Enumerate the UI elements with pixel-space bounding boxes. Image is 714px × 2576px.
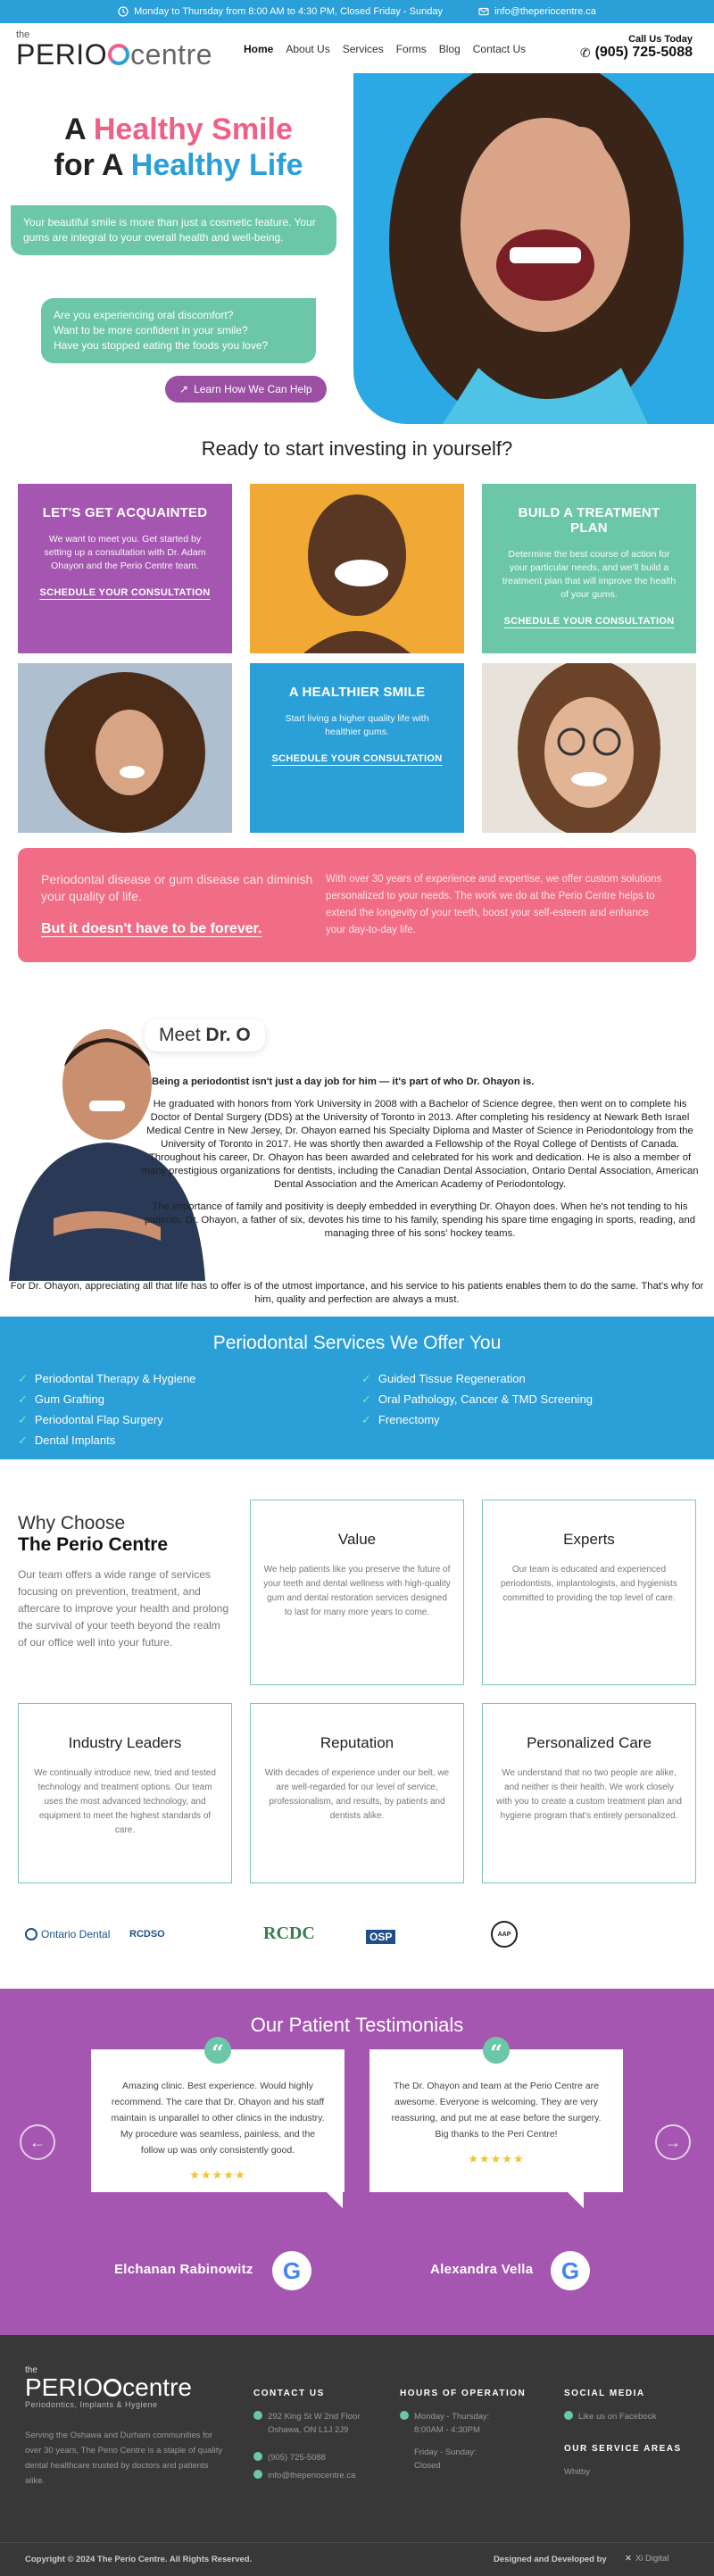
why-title-a: Why Choose: [18, 1513, 126, 1533]
logo-perio: PERIO: [16, 38, 108, 71]
why-box-desc: We understand that no two people are alike, and neither is their health. We work closely with you to create a custom treatment plan and hygiene program that's entirely personalized.: [496, 1768, 682, 1821]
footer-email-text: info@theperiocentre.ca: [268, 2471, 356, 2480]
nav-services[interactable]: Services: [342, 43, 384, 55]
designed-by-text: Designed and Developed by: [494, 2555, 607, 2564]
testimonial-text: Amazing clinic. Best experience. Would highly recommend. The care that Dr. Ohayon and his staff maintain is unparallel to other clinics in the industry. My procedure was seamless, painless, and the follow up was only consistently good.: [111, 2081, 325, 2156]
card-treatment-link[interactable]: SCHEDULE YOUR CONSULTATION: [503, 616, 675, 627]
curly-hair-woman-image: [18, 663, 232, 833]
hero-line2-a: for A: [54, 148, 131, 182]
card-acquainted: [18, 484, 232, 653]
footer-logo-perio: PERIO: [25, 2373, 104, 2401]
bio-paragraph-2: The importance of family and positivity is deeply embedded in everything Dr. Ohayon does. When he's not tending to his patients, Dr. Ohayon, a father of six, devotes his time to his family, spending his spare time engaging in sports, reading, and managing three of his sons' hockey teams.: [144, 1201, 696, 1239]
speech-tail: [327, 2192, 343, 2208]
testimonials-title: [0, 2014, 714, 2037]
footer-areas-heading: OUR SERVICE AREAS: [564, 2444, 682, 2454]
logo-wordmark: [16, 40, 212, 69]
dr-bio-closing: [9, 1280, 705, 1307]
bio-paragraph-3: For Dr. Ohayon, appreciating all that life has to offer is of the utmost importance, and his service to his patients enables them to do the same. That's why for him, quality and perfection are always a must.: [10, 1281, 704, 1305]
mail-icon: [478, 6, 489, 17]
google-icon: G: [551, 2251, 590, 2290]
banner-left-text: Periodontal disease or gum disease can diminish your quality of life.: [41, 872, 313, 903]
testimonial-card: [91, 2049, 345, 2192]
rcdc-logo: [263, 1924, 315, 1944]
service-item[interactable]: [18, 1409, 195, 1430]
location-icon: [253, 2411, 262, 2420]
footer-logo[interactable]: [25, 2365, 192, 2409]
learn-more-label: Learn How We Can Help: [194, 383, 312, 395]
footer-email[interactable]: [253, 2469, 355, 2482]
logo-centre: centre: [130, 38, 213, 71]
testimonial-name: Alexandra Vella: [430, 2262, 534, 2277]
card-acquainted-link[interactable]: SCHEDULE YOUR CONSULTATION: [39, 587, 211, 598]
arrow-right-icon: →: [665, 2132, 681, 2151]
hours-line2: 8:00AM - 4:30PM: [414, 2425, 480, 2435]
footer-logo-wordmark: [25, 2375, 192, 2400]
testimonial-card: [369, 2049, 623, 2192]
star-rating: ★★★★★: [468, 2152, 525, 2165]
copyright-text: Copyright © 2024 The Perio Centre. All Rights Reserved.: [25, 2555, 253, 2564]
photo-curly-woman: [18, 663, 232, 833]
meet-label-a: Meet: [159, 1025, 206, 1045]
why-box-reputation: [250, 1703, 464, 1883]
footer-contact-heading: CONTACT US: [253, 2389, 325, 2398]
external-link-icon: ↗: [179, 383, 189, 395]
phone-icon: [253, 2452, 262, 2461]
card-acquainted-desc: We want to meet you. Get started by setting up a consultation with Dr. Adam Ohayon and the Perio Centre team.: [44, 534, 206, 571]
card-healthier-link[interactable]: SCHEDULE YOUR CONSULTATION: [271, 753, 443, 764]
hours-info: [118, 6, 443, 17]
check-icon: ✓: [18, 1392, 28, 1406]
service-item[interactable]: [18, 1389, 195, 1409]
addr-line2: Oshawa, ON L1J 2J9: [268, 2425, 349, 2435]
logo-ring-icon: [108, 44, 129, 65]
meet-label-b: Dr. O: [205, 1025, 251, 1045]
xi-digital-icon: ✕: [625, 2554, 632, 2564]
banner-link[interactable]: But it doesn't have to be forever.: [41, 921, 262, 936]
banner-right-text: With over 30 years of experience and expertise, we offer custom solutions personalized to your needs. The work we do at the Perio Centre helps to extend the longevity of your teeth, boost your self-esteem and enhance your day-to-day life.: [326, 874, 662, 935]
why-box-title: Personalized Care: [527, 1734, 652, 1751]
aap-text: AAP: [497, 1931, 511, 1938]
why-box-value: [250, 1500, 464, 1685]
phone-number[interactable]: [580, 45, 693, 61]
footer-address: [253, 2410, 361, 2437]
footer-about: Serving the Oshawa and Durham communities for over 30 years, The Perio Centre is a staple of quality dental healthcare trusted by doctors and patients alike.: [25, 2431, 223, 2486]
footer-hours-heading: HOURS OF OPERATION: [400, 2389, 527, 2398]
call-label: Call Us Today: [628, 34, 693, 45]
phone-text[interactable]: (905) 725-5088: [594, 45, 693, 60]
why-box-title: Experts: [563, 1531, 615, 1548]
service-item[interactable]: [361, 1368, 593, 1389]
bubble2-line1: Are you experiencing oral discomfort?: [54, 309, 234, 321]
service-label: Frenectomy: [378, 1413, 440, 1426]
aap-logo: [491, 1921, 518, 1948]
why-box-title: Reputation: [320, 1734, 394, 1751]
rcdso-logo: [129, 1929, 165, 1940]
hours-text: Monday to Thursday from 8:00 AM to 4:30 PM, Closed Friday - Sunday: [134, 6, 443, 17]
quote-icon: “: [483, 2037, 510, 2064]
ontario-dental-text: Ontario Dental: [41, 1928, 111, 1940]
designer-name: Xi Digital: [635, 2554, 669, 2564]
footer-logo-ring-icon: [104, 2379, 121, 2397]
why-box-industry: [18, 1703, 232, 1883]
mail-icon: [253, 2470, 262, 2479]
testimonial-text: The Dr. Ohayon and team at the Perio Centre are awesome. Everyone is welcoming. They are very reassuring, and put me at ease before the surgery. Big thanks to the Peri Centre!: [391, 2081, 602, 2140]
card-healthier-smile: [250, 663, 464, 833]
footer-hours: [400, 2410, 489, 2472]
why-box-personalized: [482, 1703, 696, 1883]
glasses-woman-image: [482, 663, 696, 833]
nav-contact[interactable]: Contact Us: [472, 43, 527, 55]
quote-icon: “: [204, 2037, 231, 2064]
check-icon: ✓: [361, 1412, 371, 1426]
service-label: Dental Implants: [34, 1433, 116, 1447]
services-right-list: [361, 1368, 593, 1430]
meet-label: [145, 1019, 265, 1051]
service-label: Gum Grafting: [34, 1392, 104, 1406]
why-box-desc: Our team is educated and experienced periodontists, implantologists, and hygienists committed to providing the top level of care.: [501, 1565, 677, 1603]
why-box-title: Value: [337, 1531, 377, 1548]
hero-title: [18, 112, 339, 183]
dr-bio: [141, 1076, 699, 1242]
why-box-desc: We continually introduce new, tried and tested technology and treatment options. Our team uses the most advanced technology, and equipment to meet the highest standards of care.: [34, 1768, 216, 1835]
service-area-item[interactable]: Whitby: [564, 2467, 591, 2477]
oda-circle-icon: [25, 1928, 37, 1940]
check-icon: ✓: [18, 1433, 28, 1447]
why-intro: [18, 1513, 232, 1651]
speech-tail: [568, 2192, 584, 2208]
facebook-link[interactable]: [564, 2410, 657, 2423]
site-footer: [0, 2335, 714, 2576]
phone-icon: ✆: [579, 45, 591, 60]
services-title: Periodontal Services We Offer You: [212, 1333, 502, 1353]
laughing-woman-image: [250, 484, 464, 653]
email-info[interactable]: [478, 6, 596, 17]
top-info-bar: [0, 0, 714, 23]
check-icon: ✓: [18, 1371, 28, 1385]
why-box-desc: With decades of experience under our belt, we are well-regarded for our level of service, professionalism, and results, by patients and dentists alike.: [264, 1768, 450, 1821]
card-healthier-title: A HEALTHIER SMILE: [288, 685, 426, 700]
service-label: Oral Pathology, Cancer & TMD Screening: [378, 1392, 594, 1406]
site-logo[interactable]: [16, 30, 212, 69]
nav-forms[interactable]: Forms: [395, 43, 427, 55]
service-item[interactable]: [361, 1389, 593, 1409]
facebook-text: Like us on Facebook: [578, 2412, 657, 2422]
star-rating: ★★★★★: [189, 2168, 246, 2181]
why-title-b: The Perio Centre: [18, 1534, 169, 1555]
footer-logo-the: the: [25, 2365, 37, 2375]
ontario-dental-logo: [25, 1928, 110, 1940]
aap-seal-icon: [491, 1921, 518, 1948]
hero-heading: [18, 112, 339, 183]
hero-bubble-2: [41, 298, 316, 363]
footer-phone[interactable]: [253, 2451, 326, 2464]
rcdso-text: RCDSO: [129, 1929, 165, 1940]
hero-line2-b: Healthy Life: [130, 148, 303, 182]
service-label: Guided Tissue Regeneration: [378, 1372, 526, 1385]
bubble2-line3: Have you stopped eating the foods you love?: [54, 339, 269, 352]
nav-home[interactable]: Home: [244, 43, 274, 55]
smiling-woman-image: [353, 73, 714, 424]
footer-logo-centre: centre: [122, 2373, 192, 2401]
services-left-list: [18, 1368, 195, 1450]
addr-line1: 292 King St W 2nd Floor: [268, 2412, 361, 2422]
card-treatment-desc: Determine the best course of action for your particular needs, and we'll build a treatment plan that will improve the health of your gums.: [502, 549, 677, 600]
hero-line1-a: A: [64, 112, 94, 146]
testimonial-name: Elchanan Rabinowitz: [114, 2262, 253, 2277]
clock-icon: [118, 6, 129, 17]
photo-glasses-woman: [482, 663, 696, 833]
bio-paragraph-1: He graduated with honors from York University in 2008 with a Bachelor of Science degree, then went on to complete his Doctor of Dental Surgery (DDS) at the University of Toronto in 2013. After completing his residency at Newark Beth Israel Medical Centre in New Jersey, Dr. Ohayon earned his Specialty Diploma and Master of Science in Periodontology from the University of Toronto in 2017. He was shortly then awarded a Fellowship of the Royal College of Dentists of Canada. Throughout his career, Dr. Ohayon has been awarded and celebrated for his work and dedication. He is also a member of many prestigious organizations for dentists, including the Canadian Dental Association, Ontario Dental Association, American Dental Association and the American Academy of Periodontology.: [141, 1099, 699, 1190]
carousel-next-button[interactable]: [655, 2124, 691, 2160]
carousel-prev-button[interactable]: [20, 2124, 55, 2160]
card-healthier-desc: Start living a higher quality life with healthier gums.: [285, 713, 429, 737]
logo-the: the: [16, 29, 30, 40]
service-label: Periodontal Flap Surgery: [34, 1413, 163, 1426]
service-item[interactable]: [18, 1430, 195, 1450]
designer-logo[interactable]: [625, 2554, 668, 2564]
hero-photo: [353, 73, 714, 424]
why-box-experts: [482, 1500, 696, 1685]
testimonials-section: [0, 1989, 714, 2335]
bio-lead: Being a periodontist isn't just a day job for him — it's part of who Dr. Ohayon is.: [152, 1076, 535, 1087]
footer-social-heading: SOCIAL MEDIA: [564, 2389, 645, 2398]
clock-icon: [400, 2411, 409, 2420]
services-section: [0, 1317, 714, 1459]
osp-logo: [366, 1930, 395, 1944]
call-block[interactable]: [580, 34, 693, 61]
osp-text: OSP: [366, 1930, 395, 1944]
why-box-title: Industry Leaders: [68, 1734, 182, 1751]
nav-links: [244, 43, 526, 55]
why-desc: Our team offers a wide range of services focusing on prevention, treatment, and aftercare to improve your health and prolong the survival of your teeth beyond the realm of our office well into your future.: [18, 1568, 229, 1649]
card-treatment-title: BUILD A TREATMENT PLAN: [518, 505, 660, 536]
hours-line1: Monday - Thursday:: [414, 2412, 490, 2422]
check-icon: ✓: [18, 1412, 28, 1426]
learn-more-button[interactable]: [165, 376, 327, 403]
google-icon: G: [272, 2251, 311, 2290]
check-icon: ✓: [361, 1371, 371, 1385]
nav-blog[interactable]: Blog: [438, 43, 461, 55]
check-icon: ✓: [361, 1392, 371, 1406]
nav-about[interactable]: About Us: [286, 43, 330, 55]
testimonials-title-a: Our Patient: [250, 2014, 356, 2036]
hero-bubble-1: Your beautiful smile is more than just a cosmetic feature. Your gums are integral to your overall health and well-being.: [11, 205, 336, 255]
hero-line1-b: Healthy Smile: [93, 112, 293, 146]
service-item[interactable]: [18, 1368, 195, 1389]
footer-tagline: Periodontics, Implants & Hygiene: [25, 2400, 158, 2409]
card-treatment-plan: [482, 484, 696, 653]
gum-disease-banner: [18, 848, 696, 962]
footer-divider: [0, 2542, 714, 2543]
hours-line4: Closed: [414, 2461, 441, 2471]
arrow-left-icon: ←: [29, 2132, 46, 2151]
rcdc-text: RCDC: [263, 1924, 315, 1943]
facebook-icon: [564, 2411, 573, 2420]
service-label: Periodontal Therapy & Hygiene: [34, 1372, 196, 1385]
photo-laughing-woman: [250, 484, 464, 653]
invest-title: Ready to start investing in yourself?: [201, 437, 513, 460]
why-box-desc: We help patients like you preserve the future of your teeth and dental wellness with high-quality gum and dental restoration services designed to last for many more years to come.: [263, 1565, 451, 1617]
card-acquainted-title: LET'S GET ACQUAINTED: [42, 505, 208, 520]
service-item[interactable]: [361, 1409, 593, 1430]
testimonials-title-b: Testimonials: [355, 2014, 464, 2036]
footer-phone-text: (905) 725-5088: [268, 2453, 326, 2463]
hours-line3: Friday - Sunday:: [414, 2447, 477, 2457]
bubble2-line2: Want to be more confident in your smile?: [54, 324, 248, 337]
main-nav: [0, 23, 714, 73]
email-text[interactable]: info@theperiocentre.ca: [494, 6, 596, 17]
